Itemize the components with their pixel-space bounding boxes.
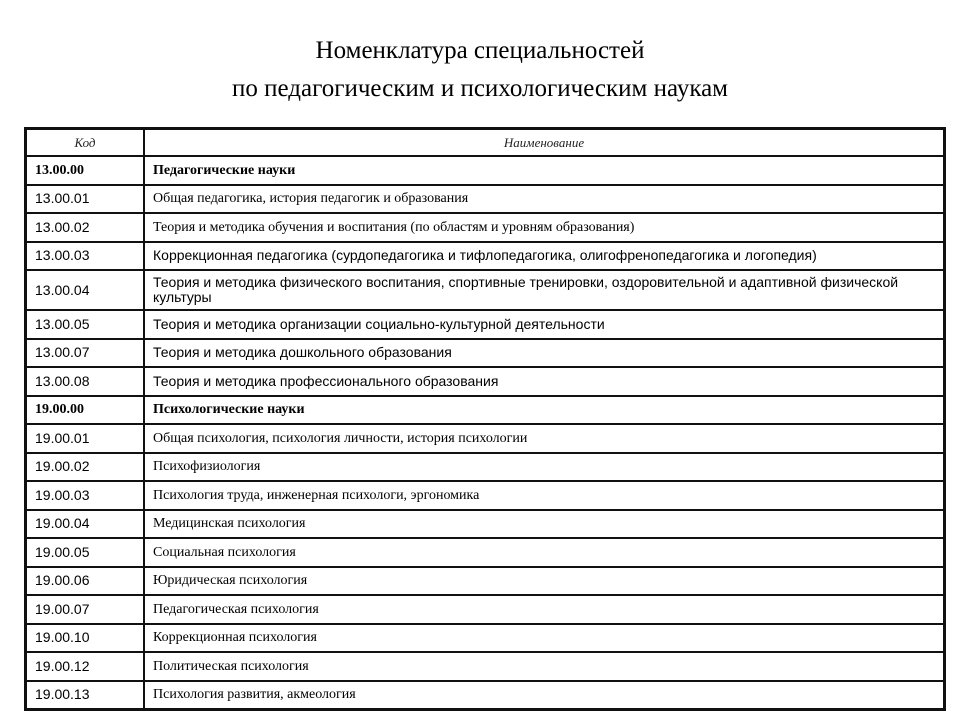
table-row	[26, 270, 944, 310]
table-header-row	[26, 129, 944, 156]
table-row	[26, 624, 944, 653]
column-header-code: Код	[26, 129, 144, 156]
specialty-name-cell: Коррекционная педагогика (сурдопедагогика и тифлопедагогика, олигофренопедагогика и логопедия)	[144, 242, 944, 271]
specialties-table-body	[26, 129, 944, 709]
specialty-name-cell: Общая педагогика, история педагогик и образования	[144, 185, 944, 214]
table-row	[26, 242, 944, 271]
specialty-code-cell: 19.00.07	[26, 595, 144, 624]
specialty-name-cell: Педагогические науки	[144, 156, 944, 185]
table-row	[26, 567, 944, 596]
specialty-code-cell: 19.00.13	[26, 681, 144, 710]
specialty-code-cell: 13.00.02	[26, 213, 144, 242]
specialty-name-cell: Общая психология, психология личности, история психологии	[144, 424, 944, 453]
specialty-name-cell: Психологические науки	[144, 396, 944, 425]
table-row	[26, 453, 944, 482]
specialty-code-cell: 19.00.01	[26, 424, 144, 453]
specialty-name-cell: Теория и методика дошкольного образования	[144, 339, 944, 368]
specialty-name-cell: Педагогическая психология	[144, 595, 944, 624]
specialty-code-cell: 19.00.10	[26, 624, 144, 653]
specialty-code-cell: 19.00.02	[26, 453, 144, 482]
specialty-name-cell: Психология труда, инженерная психологи, эргономика	[144, 481, 944, 510]
specialty-name-cell: Социальная психология	[144, 538, 944, 567]
specialty-code-cell: 19.00.03	[26, 481, 144, 510]
specialty-name-cell: Коррекционная психология	[144, 624, 944, 653]
table-row	[26, 367, 944, 396]
table-row	[26, 213, 944, 242]
specialty-name-cell: Психология развития, акмеология	[144, 681, 944, 710]
specialty-code-cell: 19.00.05	[26, 538, 144, 567]
table-row	[26, 310, 944, 339]
table-row	[26, 538, 944, 567]
specialty-code-cell: 13.00.05	[26, 310, 144, 339]
table-row	[26, 510, 944, 539]
specialty-name-cell: Теория и методика физического воспитания, спортивные тренировки, оздоровительной и адаптивной физической культуры	[144, 270, 944, 310]
specialties-table	[25, 128, 945, 710]
specialty-name-cell: Психофизиология	[144, 453, 944, 482]
specialty-code-cell: 19.00.12	[26, 652, 144, 681]
table-row	[26, 339, 944, 368]
specialty-code-cell: 13.00.07	[26, 339, 144, 368]
specialty-code-cell: 13.00.04	[26, 270, 144, 310]
specialty-name-cell: Юридическая психология	[144, 567, 944, 596]
specialty-code-cell: 13.00.00	[26, 156, 144, 185]
specialty-name-cell: Политическая психология	[144, 652, 944, 681]
specialty-code-cell: 13.00.03	[26, 242, 144, 271]
table-group-row	[26, 396, 944, 425]
specialty-code-cell: 19.00.00	[26, 396, 144, 425]
table-row	[26, 652, 944, 681]
column-header-name: Наименование	[144, 129, 944, 156]
specialty-code-cell: 13.00.01	[26, 185, 144, 214]
specialty-name-cell: Теория и методика профессионального образования	[144, 367, 944, 396]
specialty-code-cell: 19.00.06	[26, 567, 144, 596]
table-group-row	[26, 156, 944, 185]
table-row	[26, 424, 944, 453]
specialty-name-cell: Медицинская психология	[144, 510, 944, 539]
table-row	[26, 481, 944, 510]
page-title-line-2: по педагогическим и психологическим наукам	[231, 75, 729, 102]
specialty-code-cell: 19.00.04	[26, 510, 144, 539]
specialty-name-cell: Теория и методика обучения и воспитания (по областям и уровням образования)	[144, 213, 944, 242]
specialty-code-cell: 13.00.08	[26, 367, 144, 396]
table-row	[26, 681, 944, 710]
table-row	[26, 595, 944, 624]
specialty-name-cell: Теория и методика организации социально-культурной деятельности	[144, 310, 944, 339]
table-row	[26, 185, 944, 214]
page-title-line-1: Номенклатура специальностей	[315, 37, 645, 64]
